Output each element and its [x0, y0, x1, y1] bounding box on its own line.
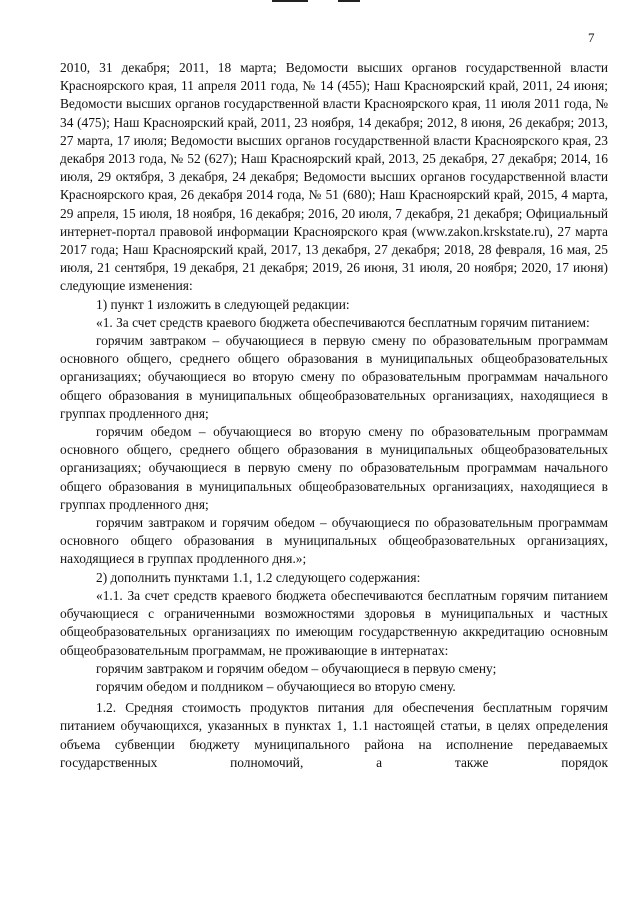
paragraph-hot-lunch: горячим обедом – обучающиеся во вторую смену по образовательным программам основного общего, среднего общего образования в муниципальных общеобразовательных организациях; обучающиеся в первую смену по образовательным программам начального общего образования в муниципальных общеобразовательных организациях, находящиеся в группах продленного дня; [60, 424, 608, 512]
scan-edge-mark [338, 0, 360, 2]
paragraph-point-1-1: «1.1. За счет средств краевого бюджета обеспечиваются бесплатным горячим питанием обучающиеся с ограниченными возможностями здоровья в муниципальных и частных общеобразовательных организациях по имеющим государственную аккредитацию основным общеобразовательным программам, не проживающие в интернатах: [60, 587, 608, 658]
page-number: 7 [588, 30, 595, 45]
paragraph-breakfast-and-lunch: горячим завтраком и горячим обедом – обучающиеся по образовательным программам основного общего образования в муниципальных общеобразовательных организациях, находящиеся в группах продленного дня.»; [60, 515, 608, 567]
paragraph-second-shift: горячим обедом и полдником – обучающиеся во вторую смену. [96, 678, 456, 694]
paragraph-first-shift: горячим завтраком и горячим обедом – обучающиеся в первую смену; [96, 660, 497, 676]
scan-edge-mark [272, 0, 308, 2]
paragraph-point-1-intro: «1. За счет средств краевого бюджета обеспечиваются бесплатным горячим питанием: [96, 314, 590, 330]
paragraph-item-1: 1) пункт 1 изложить в следующей редакции: [96, 296, 350, 312]
paragraph-point-1-2: 1.2. Средняя стоимость продуктов питания для обеспечения бесплатным горячим питанием обучающихся, указанных в пунктах 1, 1.1 настоящей статьи, в целях определения объема субвенции бюджету муниципального района на исполнение передаваемых государственных полномочий, а также порядок [60, 700, 608, 770]
paragraph-hot-breakfast: горячим завтраком – обучающиеся в первую смену по образовательным программам основного общего, среднего общего образования в муниципальных общеобразовательных организациях; обучающиеся во вторую смену по образовательным программам начального общего образования в муниципальных общеобразовательных организациях, находящиеся в группах продленного дня; [60, 333, 608, 421]
paragraph-item-2: 2) дополнить пунктами 1.1, 1.2 следующего содержания: [96, 569, 421, 585]
paragraph-amendment-sources: 2010, 31 декабря; 2011, 18 марта; Ведомости высших органов государственной власти Красноярского края, 11 апреля 2011 года, № 14 (455); Наш Красноярский край, 2011, 24 июня; Ведомости высших органов государственной власти Красноярского края, 11 июля 2011 года, № 34 (475); Наш Красноярский край, 2011, 23 ноября, 14 декабря; 2012, 8 июня, 26 декабря; 2013, 27 марта, 17 июля; Ведомости высших органов государственной власти Красноярского края, 23 декабря 2013 года, № 52 (627); Наш Красноярский край, 2013, 25 декабря, 27 декабря; 2014, 16 июля, 29 октября, 3 декабря, 24 декабря; Ведомости высших органов государственной власти Красноярского края, 26 декабря 2014 года, № 51 (680); Наш Красноярский край, 2015, 4 марта, 29 апреля, 15 июля, 18 ноября, 16 декабря; 2016, 20 июля, 7 декабря, 21 декабря; Официальный интернет-портал правовой информации Красноярского края (www.zakon.krskstate.ru), 27 марта 2017 года; Наш Красноярский край, 2017, 13 декабря, 27 декабря; 2018, 28 февраля, 16 мая, 25 июля, 21 сентября, 19 декабря, 21 декабря; 2019, 26 июня, 31 июля, 20 ноября; 2020, 17 июня) следующие изменения: [60, 60, 608, 294]
document-body [60, 59, 608, 772]
